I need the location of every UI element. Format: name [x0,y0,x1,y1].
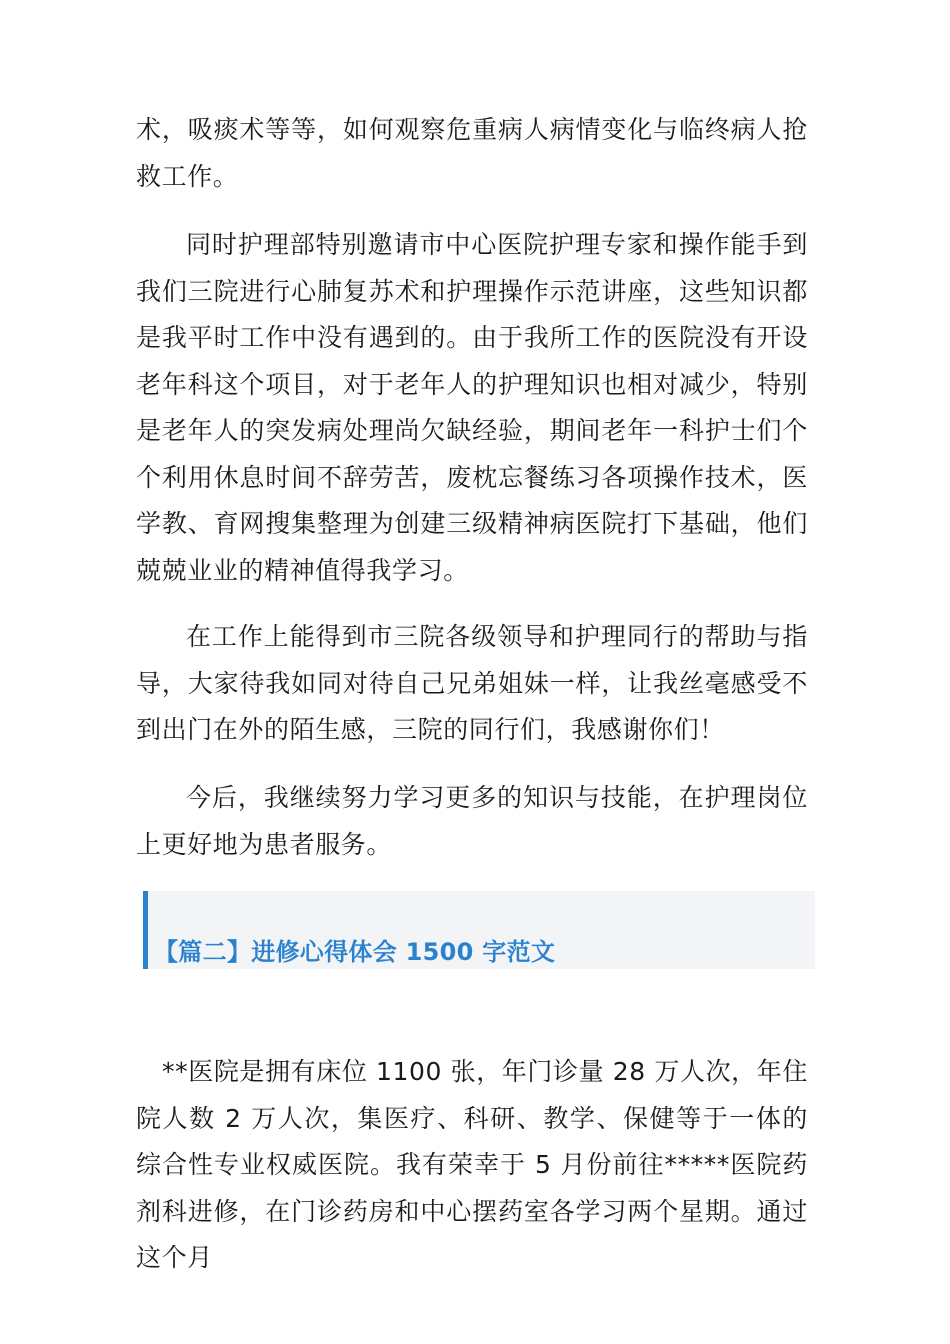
section-heading: 【篇二】进修心得体会 1500 字范文 [154,938,556,966]
paragraph-5: **医院是拥有床位 1100 张，年门诊量 28 万人次，年住院人数 2 万人次，集医疗、科研、教学、保健等于一体的综合性专业权威医院。我有荣幸于 5 月份前往*****医院药剂科进修，在门诊药房和中心摆药室各学习两个星期。通过这个月 [136,1057,808,1272]
section-heading-box [143,891,815,969]
paragraph-3: 在工作上能得到市三院各级领导和护理同行的帮助与指导，大家待我如同对待自己兄弟姐妹一样，让我丝毫感受不到出门在外的陌生感，三院的同行们，我感谢你们！ [136,622,808,744]
paragraph-1: 术，吸痰术等等，如何观察危重病人病情变化与临终病人抢救工作。 [136,115,808,191]
paragraph-4: 今后，我继续努力学习更多的知识与技能，在护理岗位上更好地为患者服务。 [136,783,808,859]
paragraph-2: 同时护理部特别邀请市中心医院护理专家和操作能手到我们三院进行心肺复苏术和护理操作示范讲座，这些知识都是我平时工作中没有遇到的。由于我所工作的医院没有开设老年科这个项目，对于老年人的护理知识也相对减少，特别是老年人的突发病处理尚欠缺经验，期间老年一科护士们个个利用休息时间不辞劳苦，废枕忘餐练习各项操作技术，医学教、育网搜集整理为创建三级精神病医院打下基础，他们兢兢业业的精神值得我学习。 [136,230,808,585]
